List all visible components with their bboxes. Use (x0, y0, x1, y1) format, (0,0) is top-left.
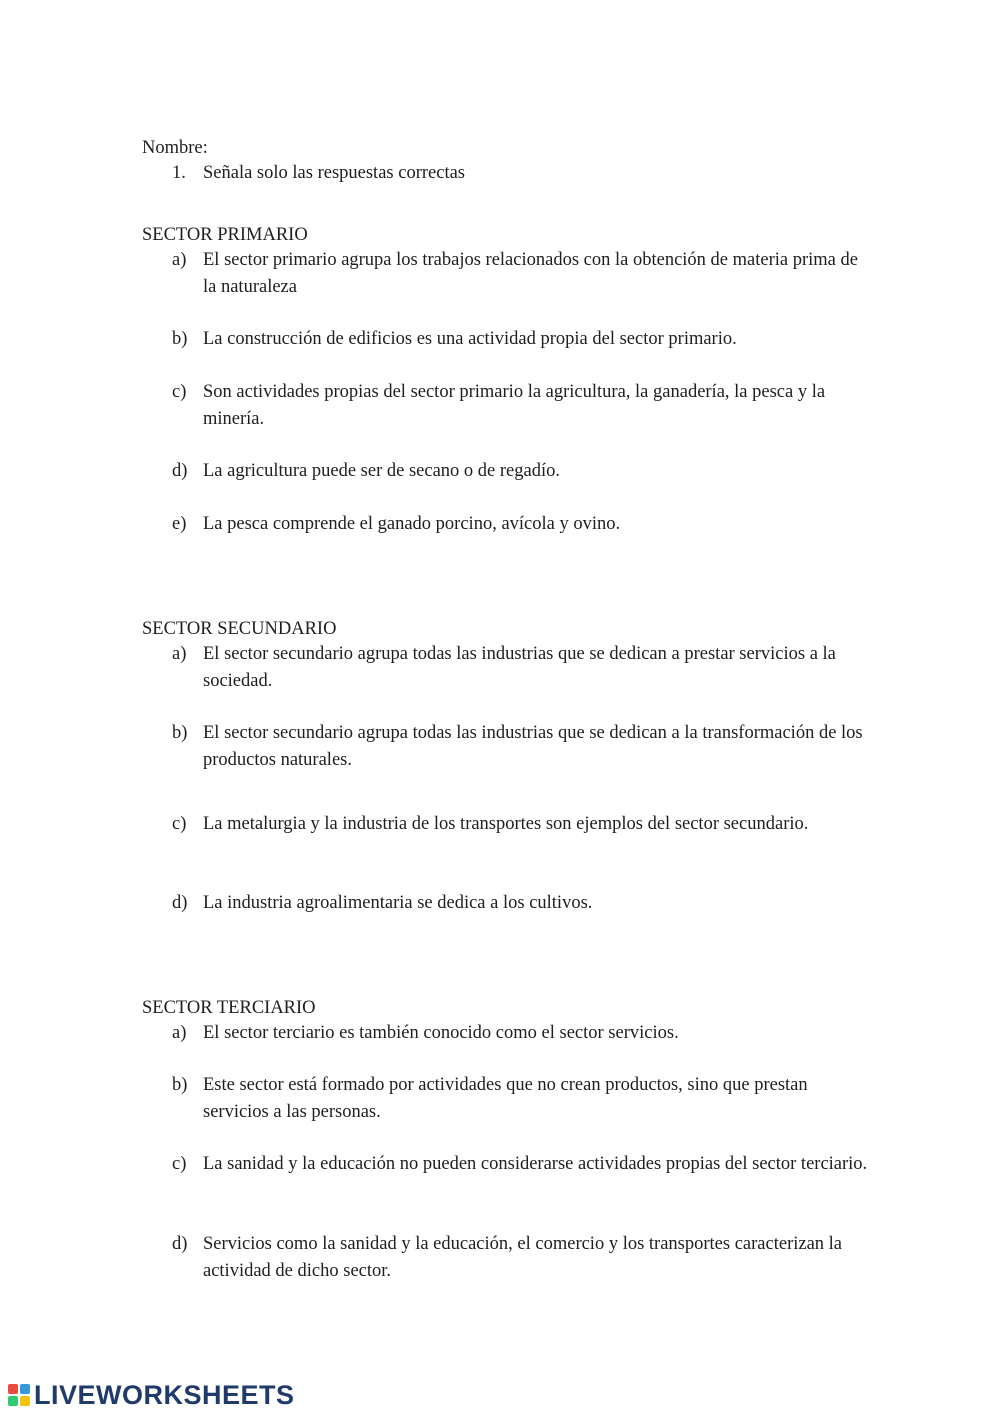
option-letter: d) (172, 1234, 188, 1254)
liveworksheets-logo-icon (8, 1384, 30, 1406)
question-instruction (172, 160, 872, 187)
option-letter: d) (172, 461, 188, 481)
option-letter: c) (172, 814, 187, 834)
answer-option[interactable] (172, 247, 872, 300)
option-text: Este sector está formado por actividades que no crean productos, sino que prestan servicios a las personas. (203, 1075, 808, 1122)
logo-square (8, 1396, 18, 1406)
option-text: Son actividades propias del sector primario la agricultura, la ganadería, la pesca y la minería. (203, 382, 826, 429)
section-title-secundario: SECTOR SECUNDARIO (142, 618, 337, 639)
section-title-terciario: SECTOR TERCIARIO (142, 997, 316, 1018)
name-label: Nombre: (142, 137, 208, 158)
brand-name: LIVEWORKSHEETS (34, 1379, 295, 1410)
option-letter: a) (172, 250, 187, 270)
answer-option[interactable] (172, 379, 872, 432)
option-text: La agricultura puede ser de secano o de regadío. (203, 461, 560, 481)
option-letter: b) (172, 1075, 188, 1095)
option-letter: c) (172, 382, 187, 402)
option-letter: b) (172, 329, 188, 349)
answer-option[interactable] (172, 811, 872, 838)
question-text: Señala solo las respuestas correctas (203, 163, 465, 183)
option-text: La metalurgia y la industria de los transportes son ejemplos del sector secundario. (203, 814, 809, 834)
logo-square (8, 1384, 18, 1394)
option-text: La industria agroalimentaria se dedica a los cultivos. (203, 893, 593, 913)
answer-option[interactable] (172, 326, 872, 353)
option-text: El sector secundario agrupa todas las industrias que se dedican a prestar servicios a la sociedad. (203, 644, 836, 691)
option-text: El sector secundario agrupa todas las industrias que se dedican a la transformación de los productos naturales. (203, 723, 863, 770)
footer-brand[interactable] (8, 1380, 295, 1410)
option-text: La pesca comprende el ganado porcino, avícola y ovino. (203, 514, 621, 534)
answer-option[interactable] (172, 1151, 872, 1178)
option-letter: a) (172, 644, 187, 664)
answer-option[interactable] (172, 1020, 872, 1047)
answer-option[interactable] (172, 641, 872, 694)
answer-option[interactable] (172, 458, 872, 485)
option-letter: e) (172, 514, 187, 534)
answer-option[interactable] (172, 1072, 872, 1125)
option-letter: d) (172, 893, 188, 913)
option-letter: b) (172, 723, 188, 743)
logo-square (20, 1384, 30, 1394)
option-text: La construcción de edificios es una actividad propia del sector primario. (203, 329, 737, 349)
option-text: Servicios como la sanidad y la educación, el comercio y los transportes caracterizan la actividad de dicho sector. (203, 1234, 843, 1281)
answer-option[interactable] (172, 890, 872, 917)
option-text: La sanidad y la educación no pueden considerarse actividades propias del sector terciario. (203, 1154, 868, 1174)
option-letter: a) (172, 1023, 187, 1043)
question-number: 1. (172, 163, 186, 183)
answer-option[interactable] (172, 511, 872, 538)
section-title-primario: SECTOR PRIMARIO (142, 224, 308, 245)
option-text: El sector terciario es también conocido como el sector servicios. (203, 1023, 679, 1043)
option-letter: c) (172, 1154, 187, 1174)
answer-option[interactable] (172, 1231, 872, 1284)
logo-square (20, 1396, 30, 1406)
answer-option[interactable] (172, 720, 872, 773)
option-text: El sector primario agrupa los trabajos relacionados con la obtención de materia prima de la naturaleza (203, 250, 858, 297)
